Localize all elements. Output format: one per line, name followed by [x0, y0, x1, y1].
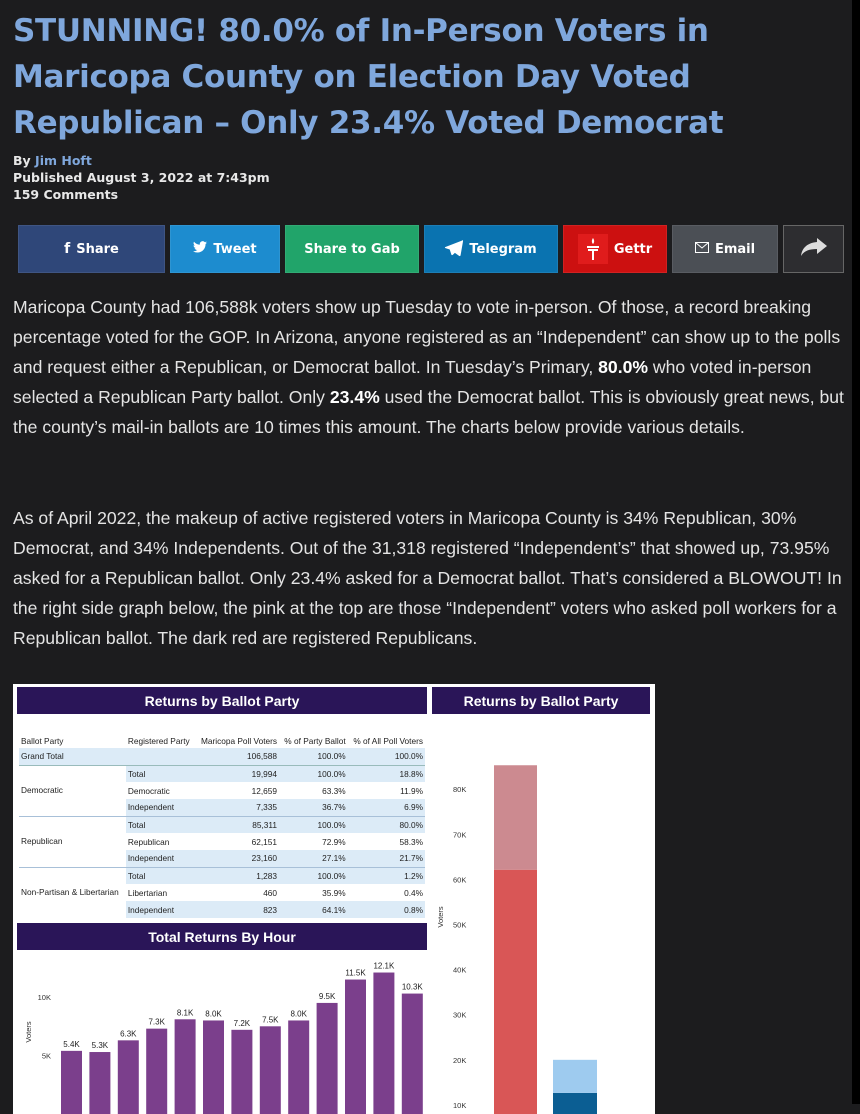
author-link[interactable]: Jim Hoft [35, 153, 92, 168]
table-cell: 1,283 [195, 867, 279, 884]
gab-share-button[interactable] [285, 225, 419, 273]
table-cell: 823 [195, 901, 279, 918]
hour-bar-label: 8.0K [205, 1009, 222, 1019]
twitter-bird-icon [193, 241, 207, 257]
facebook-share-label: Share [76, 241, 119, 257]
party-cell: Non-Partisan & Libertarian [19, 867, 126, 918]
party-bar-independent [494, 765, 537, 869]
table-cell: Grand Total [19, 748, 126, 765]
table-cell: 12,659 [251, 785, 278, 796]
party-ytick: 70K [453, 830, 467, 840]
table-cell: Total [126, 867, 195, 884]
scrollbar-edge [852, 0, 860, 1104]
table-cell: 106,588 [195, 748, 279, 765]
table-cell: 100.0% [279, 748, 348, 765]
p1-bold-dem: 23.4% [329, 387, 380, 407]
table-cell: 11.9% [400, 785, 423, 796]
table-cell: 0.4% [404, 887, 423, 898]
hour-bar [146, 1029, 167, 1114]
party-ytick: 50K [453, 920, 467, 930]
hour-bar [317, 1003, 338, 1114]
hour-bar-label: 11.5K [345, 968, 366, 978]
hour-bar-label: 9.5K [318, 991, 336, 1001]
more-share-button[interactable] [783, 225, 844, 273]
hour-bar-label: 7.5K [262, 1015, 279, 1025]
party-ylabel: Voters [436, 906, 445, 928]
party-bar-registered [494, 870, 537, 1114]
table-cell: 35.9% [322, 887, 346, 898]
article-meta [13, 152, 270, 203]
party-cell: Democratic [19, 765, 126, 816]
hour-bar [61, 1051, 82, 1114]
hour-bar-label: 5.4K [63, 1039, 80, 1049]
publish-date: Published August 3, 2022 at 7:43pm [13, 170, 270, 185]
body-paragraph-1 [13, 292, 853, 442]
telegram-share-button[interactable] [424, 225, 558, 273]
by-label: By [13, 153, 31, 168]
share-arrow-icon [801, 238, 827, 260]
party-bar-independent [553, 1060, 597, 1093]
table-cell: 6.9% [348, 799, 425, 816]
telegram-share-label: Telegram [469, 241, 537, 257]
table-cell: Independent [126, 901, 195, 918]
table-cell: 100.0% [279, 867, 348, 884]
hour-ytick: 10K [37, 993, 51, 1003]
hour-bar [231, 1030, 252, 1114]
hour-bar-label: 7.3K [148, 1017, 165, 1027]
table-cell: Republican [127, 836, 170, 847]
hour-chart [13, 952, 431, 1114]
table-cell: 23,160 [195, 850, 279, 867]
table-cell: 62,151 [251, 836, 278, 847]
hour-bar-label: 8.1K [176, 1008, 194, 1018]
hour-ytick: 5K [41, 1051, 51, 1061]
hour-ylabel: Voters [24, 1021, 33, 1043]
col-poll-voters: Maricopa Poll Voters [200, 736, 278, 746]
party-ytick: 60K [453, 875, 467, 885]
hour-bar-label: 7.2K [233, 1018, 251, 1028]
table-cell: 7,335 [195, 799, 279, 816]
table-cell: 21.7% [348, 850, 425, 867]
gab-share-label: Share to Gab [304, 241, 400, 257]
returns-chart-image [13, 684, 655, 1114]
party-cell: Republican [19, 816, 126, 867]
table-cell: 80.0% [348, 816, 425, 833]
table-cell: 36.7% [279, 799, 348, 816]
body-paragraph-2: As of April 2022, the makeup of active registered voters in Maricopa County is 34% Republican, 30% Democrat, and 34% Independents. Out of the 31,318 registered “Independent’s” that showed up, 73.95% asked for a Republican ballot. Only 23.4% asked for a Democrat ballot. That’s considered a BLOWOUT! In the right side graph below, the pink at the top are those “Independent” voters who asked poll workers for a Republican ballot. The dark red are registered Republicans. [13, 508, 842, 648]
email-share-button[interactable] [672, 225, 778, 273]
party-ytick: 20K [453, 1055, 467, 1065]
hour-bar [288, 1020, 309, 1114]
comments-link[interactable]: 159 Comments [13, 187, 119, 202]
party-chart-title: Returns by Ballot Party [432, 687, 650, 714]
col-pct-party: % of Party Ballot [284, 736, 346, 746]
table-cell: 19,994 [195, 765, 279, 782]
gettr-share-label: Gettr [613, 241, 653, 257]
hour-bar [89, 1052, 110, 1114]
table-cell: Independent [126, 850, 195, 867]
p1-bold-rep: 80.0% [598, 357, 649, 377]
party-ytick: 10K [453, 1100, 467, 1110]
table-cell: 460 [263, 887, 278, 898]
gettr-share-button[interactable] [563, 225, 667, 273]
table-row [19, 765, 425, 782]
table-row [19, 867, 425, 884]
party-ytick: 40K [453, 965, 467, 975]
p1-text-c: who voted in-person selected a Republican Party ballot. Only [13, 357, 812, 407]
telegram-plane-icon [445, 240, 463, 259]
email-share-label: Email [714, 241, 756, 257]
twitter-share-label: Tweet [213, 241, 257, 257]
p1-text-a: Maricopa County had 106,588k voters show up Tuesday to vote in-person. Of those, a record breaking percentage voted for the GOP. In Arizona, anyone registered as an “Independent” can show up to the polls and request either a Republican, or Democrat ballot. In Tuesday’s Primary, [13, 297, 841, 377]
table-cell: 100.0% [279, 765, 348, 782]
table-cell: 100.0% [348, 748, 425, 765]
table-cell: 27.1% [279, 850, 348, 867]
col-ballot-party: Ballot Party [21, 736, 64, 746]
hour-chart-title: Total Returns By Hour [17, 923, 427, 950]
table-row [19, 816, 425, 833]
hour-bar-label: 10.3K [401, 982, 423, 992]
table-cell: 100.0% [279, 816, 348, 833]
table-cell: Libertarian [127, 887, 168, 898]
hour-bar [402, 994, 423, 1114]
facebook-icon: f [64, 241, 71, 257]
table-cell: 63.3% [322, 785, 346, 796]
hour-bar-label: 6.3K [120, 1029, 137, 1039]
hour-bar-label: 12.1K [373, 961, 395, 971]
party-ytick: 30K [453, 1010, 467, 1020]
table-cell: 64.1% [279, 901, 348, 918]
facebook-share-button[interactable] [18, 225, 165, 273]
table-cell [126, 748, 195, 765]
hour-bar [345, 980, 366, 1114]
hour-bar-label: 8.0K [290, 1009, 307, 1019]
twitter-share-button[interactable] [170, 225, 280, 273]
party-chart [431, 717, 655, 1114]
table-cell: 58.3% [399, 836, 423, 847]
hour-bar [260, 1026, 281, 1114]
returns-table [19, 734, 425, 918]
table-cell: Total [126, 816, 195, 833]
article-title: STUNNING! 80.0% of In-Person Voters in Maricopa County on Election Day Voted Republican – Only 23.4% Voted Democrat [13, 13, 724, 141]
table-title: Returns by Ballot Party [17, 687, 427, 714]
p1-text-e: used the Democrat ballot. This is obviously great news, but the county’s mail-in ballots are 10 times this amount. The charts below provide various details. [13, 387, 844, 437]
envelope-icon [695, 241, 709, 257]
col-registered-party: Registered Party [127, 736, 190, 746]
hour-bar [203, 1020, 224, 1114]
table-cell: Democratic [127, 785, 170, 796]
table-cell: 0.8% [348, 901, 425, 918]
hour-bar-label: 5.3K [91, 1041, 109, 1051]
table-cell: 72.9% [322, 836, 346, 847]
party-bar-registered [553, 1093, 597, 1114]
table-cell: 85,311 [195, 816, 279, 833]
col-pct-all: % of All Poll Voters [353, 736, 423, 746]
table-cell: 1.2% [348, 867, 425, 884]
hour-bar [118, 1040, 139, 1114]
hour-bar [175, 1019, 196, 1114]
table-cell: Total [126, 765, 195, 782]
hour-bar [373, 973, 394, 1114]
table-row [19, 748, 425, 765]
party-ytick: 80K [453, 785, 467, 795]
table-cell: 18.8% [348, 765, 425, 782]
table-cell: Independent [126, 799, 195, 816]
gettr-icon [578, 234, 608, 264]
